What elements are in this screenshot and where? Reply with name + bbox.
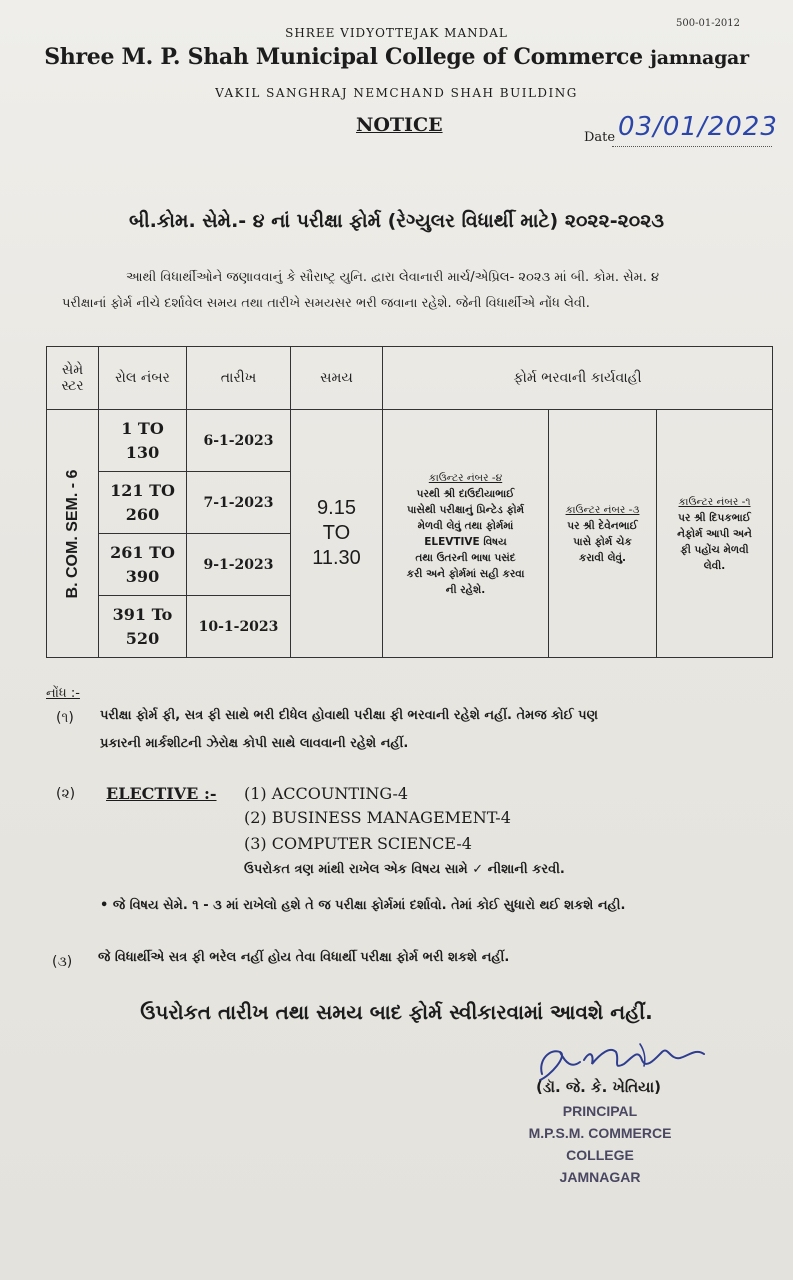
counter-1-line3: ફી પહોંચ મેળવી <box>680 543 749 556</box>
counter-4-title: કાઉન્ટર નંબર -૪ <box>428 471 503 484</box>
note-1-number: (૧) <box>56 710 74 726</box>
roll-range-cell <box>99 410 187 472</box>
roll-range-cell <box>99 534 187 596</box>
elective-option: (2) BUSINESS MANAGEMENT-4 <box>244 808 511 827</box>
notice-heading: બી.કોમ. સેમે.- ૪ નાં પરીક્ષા ફોર્મ (રેગ્યુલર વિધાર્થી માટે) ૨૦૨૨-૨૦૨૩ <box>128 210 665 232</box>
counter-1-cell <box>657 410 773 658</box>
roll-from: 1 TO <box>121 418 164 438</box>
handwritten-date: 03/01/2023 <box>618 112 778 142</box>
note-1-line-2: પ્રકારની માર્કશીટની ઝેરોક્ષ કોપી સાથે લાવવાની રહેશે નહીં. <box>100 736 409 751</box>
college-name-text: Shree M. P. Shah Municipal College of Commerce <box>44 44 643 70</box>
counter-4-line7: ની રહેશે. <box>445 583 486 596</box>
note-2-number: (૨) <box>56 786 76 802</box>
date-underline <box>612 146 772 148</box>
header-semester <box>47 347 99 410</box>
counter-3-line3: કરાવી લેવું. <box>578 551 627 564</box>
intro-line-2: પરીક્ષાનાં ફોર્મ નીચે દર્શાવેલ સમય તથા તારીખે સમયસર ભરી જવાના રહેશે. જેની વિધાર્થીએ નોંધ લેવી. <box>62 296 590 311</box>
counter-4-line6: કરી અને ફોર્મમાં સહી કરવા <box>406 567 525 580</box>
signatory-name: (ડૉ. જે. કે. ખેતિયા) <box>536 1078 661 1096</box>
college-name <box>0 44 793 70</box>
note-3-number: (૩) <box>52 954 73 970</box>
stamp-line-1: PRINCIPAL <box>562 1103 638 1119</box>
date-cell: 7-1-2023 <box>187 472 291 534</box>
note-1-line-1: પરીક્ષા ફોર્મ ફી, સત્ર ફી સાથે ભરી દીધેલ હોવાથી પરીક્ષા ફી ભરવાની રહેશે નહીં. તેમજ કોઈ પણ <box>100 708 598 723</box>
table-row <box>47 410 773 472</box>
notes-label: નોંધ :- <box>46 686 80 701</box>
date-cell: 6-1-2023 <box>187 410 291 472</box>
time-end: 11.30 <box>312 547 361 569</box>
counter-3-title: કાઉન્ટર નંબર -૩ <box>565 503 640 516</box>
header-date: તારીખ <box>187 347 291 410</box>
roll-to: 390 <box>125 566 160 586</box>
counter-1-line2: નેફોર્મ આપી અને <box>677 527 752 540</box>
roll-range-cell <box>99 596 187 658</box>
counter-1-line4: લેવી. <box>703 559 726 572</box>
table-header-row <box>47 347 773 410</box>
roll-from: 121 TO <box>110 480 175 500</box>
roll-range-cell <box>99 472 187 534</box>
counter-4-line2: પાસેથી પરીક્ષાનું પ્રિન્ટેડ ફોર્મ <box>406 503 525 516</box>
college-city: jamnagar <box>650 47 749 69</box>
header-semester-line2: સ્ટર <box>61 378 84 394</box>
roll-from: 391 To <box>112 604 173 624</box>
time-cell <box>291 410 383 658</box>
elective-option: (1) ACCOUNTING-4 <box>244 784 409 803</box>
header-process: ફોર્મ ભરવાની કાર્યવાહી <box>383 347 773 410</box>
stamp-line-3: JAMNAGAR <box>559 1169 641 1185</box>
header-time: સમય <box>291 347 383 410</box>
schedule-table <box>46 346 773 658</box>
roll-from: 261 TO <box>110 542 175 562</box>
elective-bullet-note: • જે વિષય સેમે. ૧ - ૩ માં રાખેલો હશે તે જ પરીક્ષા ફોર્મમાં દર્શાવો. તેમાં કોઈ સુધારો થઈ શકશે નહી. <box>100 898 626 913</box>
counter-3-line1: પર શ્રી દેવેનભાઈ <box>567 519 638 532</box>
date-label: Date <box>584 130 616 145</box>
counter-4-line3: મેળવી લેવું તથા ફોર્મમાં <box>417 519 514 532</box>
notice-title: NOTICE <box>356 114 443 136</box>
principal-stamp <box>500 1100 700 1188</box>
semester-label: B. COM. SEM. - 6 <box>63 469 81 598</box>
semester-cell <box>47 410 99 658</box>
counter-4-cell <box>383 410 549 658</box>
counter-3-line2: પાસે ફોર્મ ચેક <box>573 535 632 548</box>
counter-4-line1: પરથી શ્રી દાઉદીયાભાઈ <box>416 487 515 500</box>
counter-4-line4: ELEVTIVE વિષય <box>424 535 507 548</box>
time-to: TO <box>322 522 351 544</box>
roll-to: 260 <box>125 504 160 524</box>
form-number: 500-01-2012 <box>676 18 741 29</box>
organization-name: SHREE VIDYOTTEJAK MANDAL <box>285 26 508 40</box>
roll-to: 520 <box>125 628 160 648</box>
counter-1-line1: પર શ્રી દિપકભાઈ <box>678 511 751 524</box>
elective-label: ELECTIVE :- <box>106 784 217 803</box>
counter-3-cell <box>549 410 657 658</box>
intro-line-1: આથી વિધાર્થીઓને જણાવવાનું કે સૌરાષ્ટ્ર યુનિ. દ્વારા લેવાનારી માર્ચ/એપ્રિલ- ૨૦૨૩ માં બી. કોમ. સેમ. ૪ <box>126 270 660 285</box>
date-cell: 9-1-2023 <box>187 534 291 596</box>
time-start: 9.15 <box>317 497 356 519</box>
date-cell: 10-1-2023 <box>187 596 291 658</box>
counter-4-line5: તથા ઉતરની ભાષા પસંદ <box>415 551 516 564</box>
roll-to: 130 <box>125 442 160 462</box>
elective-option: (3) COMPUTER SCIENCE-4 <box>244 834 472 853</box>
building-name: VAKIL SANGHRAJ NEMCHAND SHAH BUILDING <box>215 86 578 100</box>
header-roll-number: રોલ નંબર <box>99 347 187 410</box>
stamp-line-2: M.P.S.M. COMMERCE COLLEGE <box>528 1125 672 1163</box>
counter-1-title: કાઉન્ટર નંબર -૧ <box>678 495 751 508</box>
final-statement: ઉપરોકત તારીખ તથા સમય બાદ ફોર્મ સ્વીકારવામાં આવશે નહીં. <box>140 1000 653 1024</box>
note-3-text: જે વિધાર્થીએ સત્ર ફી ભરેલ નહીં હોય તેવા વિધાર્થી પરીક્ષા ફોર્મ ભરી શકશે નહીં. <box>98 950 510 965</box>
header-semester-line1: સેમે <box>61 362 84 378</box>
elective-instruction: ઉપરોકત ત્રણ માંથી રાખેલ એક વિષય સામે ✓ નીશાની કરવી. <box>244 862 565 877</box>
